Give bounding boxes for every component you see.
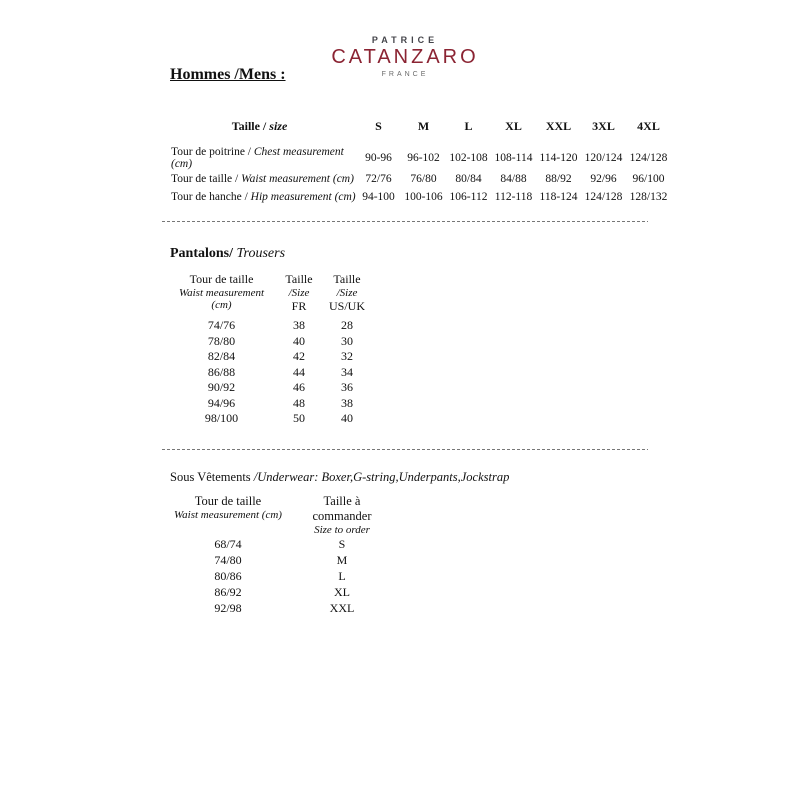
cell: 124/128 [584,191,623,203]
size-column-header: 4XL [637,119,660,133]
waist-column-header [163,494,293,536]
cell: 68/74 [214,536,242,551]
cell: 124/128 [629,152,668,164]
brand-logo-top-text: PATRICE [371,35,439,45]
table-row [163,536,391,552]
table-row [163,552,391,568]
row-label-en: Chest measurement (cm) [171,146,344,170]
size-label-header-fr: Taille / [231,119,270,133]
cell: 96/100 [632,173,665,185]
size-label-header [163,114,356,146]
mens-section-heading: Hommes /Mens : [170,66,286,83]
cell: L [338,568,346,583]
section-divider [162,449,648,450]
trousers-size-table [163,272,376,427]
cell: 90-96 [365,152,392,164]
fr-size-column-header [280,272,318,318]
header-line: (cm) [211,299,232,311]
cell: XL [334,584,350,599]
table-row-waist [163,170,671,188]
header-line: /Size [336,287,358,299]
table-row [163,600,391,616]
cell: 28 [341,318,353,333]
table-row [163,365,376,381]
cell: 96-102 [407,152,440,164]
cell: 80/84 [455,173,482,185]
brand-logo [0,35,800,78]
mens-table-header-row [163,114,671,146]
trousers-heading-en: Trousers [233,246,286,261]
cell: 82/84 [207,349,236,364]
cell: 90/92 [207,380,236,395]
cell: 30 [341,333,353,348]
cell: 86/88 [207,364,236,379]
table-row-hip [163,188,671,206]
header-line: Tour de taille [189,272,254,286]
brand-logo-name: CATANZARO [331,46,479,68]
table-row-chest [163,146,671,170]
order-size-column-header [293,494,391,536]
cell: 88/92 [545,173,572,185]
table-row [163,380,376,396]
cell: 74/80 [214,552,242,567]
section-divider [162,221,648,222]
waist-column-header [163,272,280,318]
header-line: Taille [333,272,361,286]
cell: 94-100 [362,191,395,203]
table-row [163,568,391,584]
row-label-fr: Tour de taille / [171,173,242,185]
table-row [163,349,376,365]
size-column-header: XL [505,119,522,133]
size-column-header: M [417,119,430,133]
row-label-en: Waist measurement (cm) [241,173,354,185]
header-line: Waist measurement (cm) [174,509,282,521]
cell: 102-108 [449,152,488,164]
cell: 38 [293,318,305,333]
cell: 92/96 [590,173,617,185]
size-column-header: 3XL [592,119,615,133]
cell: S [338,536,346,551]
cell: 40 [293,333,305,348]
cell: 106-112 [449,191,488,203]
cell: 46 [293,380,305,395]
cell: 42 [293,349,305,364]
mens-size-table [163,114,671,206]
cell: 48 [293,395,305,410]
table-row [163,584,391,600]
cell: 112-118 [494,191,533,203]
cell: 94/96 [207,395,236,410]
table-row [163,334,376,350]
underwear-size-table [163,494,391,616]
underwear-heading-en: /Underwear: Boxer,G-string,Underpants,Jockstrap [253,470,510,484]
size-column-header: XXL [545,119,572,133]
size-column-header: L [464,119,473,133]
cell: 72/76 [365,173,392,185]
brand-logo-country: FRANCE [381,71,429,78]
cell: 98/100 [204,411,239,426]
cell: XXL [329,600,355,615]
cell: 32 [341,349,353,364]
cell: 100-106 [404,191,443,203]
underwear-heading-fr: Sous Vêtements [170,470,254,484]
underwear-section-heading [170,470,509,485]
cell: 114-120 [539,152,578,164]
row-label-fr: Tour de poitrine / [171,146,254,158]
row-label [163,146,356,170]
trousers-section-heading [170,246,285,262]
table-row [163,411,376,427]
cell: 92/98 [214,600,242,615]
header-line: Waist measurement [178,287,265,299]
cell: 86/92 [214,584,242,599]
row-label-fr: Tour de hanche / [171,191,251,203]
cell: 78/80 [207,333,236,348]
row-label-en: Hip measurement (cm) [250,191,356,203]
table-row [163,396,376,412]
cell: M [336,552,348,567]
header-line: Taille [285,272,313,286]
row-label [163,170,356,188]
header-line: Taille à commander [312,494,372,523]
cell: 108-114 [494,152,533,164]
size-label-header-en: size [269,119,288,133]
cell: 50 [293,411,305,426]
cell: 38 [341,395,353,410]
cell: 120/124 [584,152,623,164]
cell: 128/132 [629,191,668,203]
header-line: FR [291,299,307,313]
cell: 44 [293,364,305,379]
underwear-table-header-row [163,494,391,536]
us-uk-size-column-header [318,272,376,318]
cell: 80/86 [214,568,242,583]
table-row [163,318,376,334]
size-column-header: S [375,119,382,133]
cell: 76/80 [410,173,437,185]
header-line: /Size [288,287,310,299]
trousers-heading-fr: Pantalons/ [170,246,234,261]
header-line: Size to order [314,524,370,536]
cell: 36 [341,380,353,395]
cell: 74/76 [207,318,236,333]
header-line: US/UK [328,299,365,313]
cell: 84/88 [500,173,527,185]
cell: 118-124 [539,191,578,203]
cell: 34 [341,364,353,379]
row-label [163,188,356,206]
header-line: Tour de taille [194,494,262,508]
cell: 40 [341,411,353,426]
trousers-table-header-row [163,272,376,318]
